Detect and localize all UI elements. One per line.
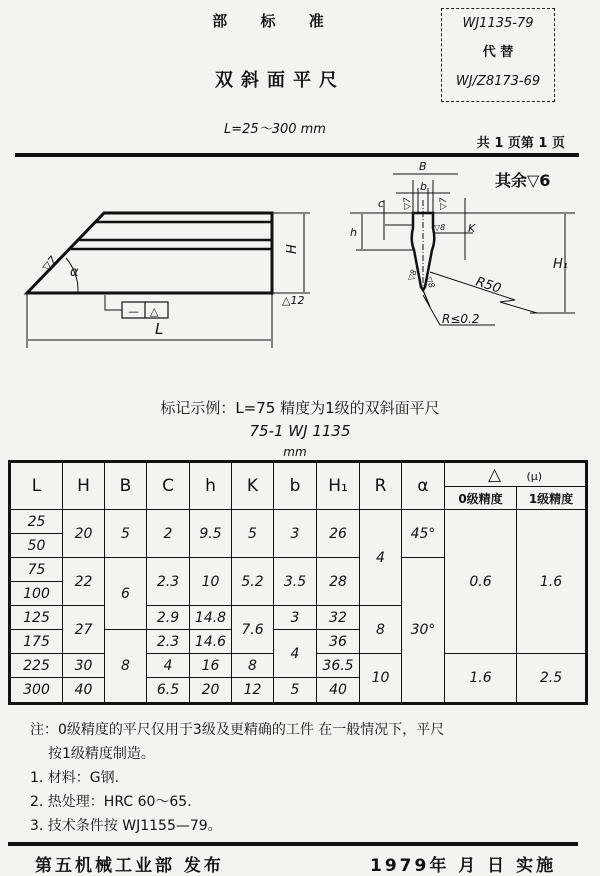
dim-B: B — [419, 160, 427, 173]
cell: 5 — [274, 678, 317, 704]
delta-icon: △ — [487, 464, 502, 485]
cell: 4 — [360, 510, 402, 606]
page-count: 共 1 页第 1 页 — [476, 136, 565, 151]
col-header-B: B — [105, 462, 147, 510]
cell: 3.5 — [274, 558, 317, 606]
cell: 3 — [274, 510, 317, 558]
cell: 14.6 — [190, 630, 232, 654]
cell: 0.6 — [445, 510, 517, 654]
cell: 100 — [10, 582, 63, 606]
col-header-C: C — [147, 462, 190, 510]
cell: 6.5 — [147, 678, 190, 704]
cell: 2.3 — [147, 558, 190, 606]
col-header-grade0: 0级精度 — [445, 487, 517, 510]
roughness-12-icon: △12 — [282, 294, 305, 307]
cell: 25 — [10, 510, 63, 534]
roughness-rest-note: 其余▽6 — [495, 171, 551, 190]
cell: 36 — [317, 630, 360, 654]
cell: 27 — [63, 606, 105, 654]
roughness-8-a-icon: ▽8 — [434, 223, 446, 232]
technical-drawing — [0, 0, 600, 400]
radius-R50: R50 — [473, 274, 503, 297]
size-range: L=25～300 mm — [224, 122, 326, 137]
cell: 10 — [190, 558, 232, 606]
roughness-7-icon: ▽7 — [39, 253, 60, 274]
cell: 22 — [63, 558, 105, 606]
roughness-8-c-icon: ▽8 — [424, 275, 437, 290]
cell: 5 — [232, 510, 274, 558]
effective-date: 1979年 月 日 实施 — [370, 856, 557, 876]
replaced-standard: WJ/Z8173-69 — [455, 74, 541, 89]
cell: 300 — [10, 678, 63, 704]
cell: 10 — [360, 654, 402, 704]
dimension-table — [8, 460, 588, 705]
cell: 26 — [317, 510, 360, 558]
delta-unit: (μ) — [526, 469, 543, 483]
standard-category: 部 标 准 — [212, 12, 338, 30]
cell: 75 — [10, 558, 63, 582]
cell: 16 — [190, 654, 232, 678]
roughness-8-b-icon: ▽8 — [406, 268, 419, 283]
cell: 3 — [274, 606, 317, 630]
note-item: 2. 热处理：HRC 60～65. — [30, 794, 192, 810]
cell: 50 — [10, 534, 63, 558]
cell: 9.5 — [190, 510, 232, 558]
col-header-alpha: α — [402, 462, 445, 510]
table-row — [10, 510, 587, 534]
cell: 1.6 — [517, 510, 587, 654]
cell: 8 — [360, 606, 402, 654]
roughness-7-left-icon: ▽7 — [403, 197, 413, 210]
cell: 175 — [10, 630, 63, 654]
cell: 36.5 — [317, 654, 360, 678]
col-header-L: L — [10, 462, 63, 510]
dim-H: H — [285, 244, 300, 254]
tolerance-symbol-icon: △ — [150, 305, 159, 318]
notes — [30, 718, 444, 838]
dim-c: c — [378, 197, 385, 210]
front-view — [27, 213, 310, 348]
cell: 2.9 — [147, 606, 190, 630]
footer-divider — [8, 842, 578, 846]
cell: 32 — [317, 606, 360, 630]
dim-K: K — [468, 222, 476, 235]
cell: 5 — [105, 510, 147, 558]
cell: 30 — [63, 654, 105, 678]
cell: 14.8 — [190, 606, 232, 630]
note-continued: 按1级精度制造。 — [48, 746, 155, 762]
replaces-label: 代 替 — [482, 45, 514, 60]
col-header-R: R — [360, 462, 402, 510]
dim-h: h — [350, 226, 357, 239]
cell: 40 — [63, 678, 105, 704]
cell: 45° — [402, 510, 445, 558]
note-item: 3. 技术条件按 WJ1155—79。 — [30, 818, 222, 834]
unit-label: mm — [283, 445, 307, 459]
cell: 30° — [402, 558, 445, 704]
cell: 28 — [317, 558, 360, 606]
dim-b: b — [420, 180, 427, 193]
dim-L: L — [155, 320, 164, 338]
cell: 7.6 — [232, 606, 274, 654]
standard-number: WJ1135-79 — [462, 16, 534, 31]
cell: 4 — [274, 630, 317, 678]
col-header-b: b — [274, 462, 317, 510]
cell: 2.3 — [147, 630, 190, 654]
marking-example: 标记示例：L=75 精度为1级的双斜面平尺 — [160, 399, 440, 417]
flatness-symbol-icon: — — [128, 305, 139, 318]
cell: 125 — [10, 606, 63, 630]
cell: 2.5 — [517, 654, 587, 704]
col-header-H1: H₁ — [317, 462, 360, 510]
cell: 20 — [190, 678, 232, 704]
note-item: 1. 材料：G钢. — [30, 770, 120, 786]
col-header-delta — [445, 462, 587, 487]
tip-radius: R≤0.2 — [442, 312, 480, 326]
col-header-grade1: 1级精度 — [517, 487, 587, 510]
roughness-7-right-icon: ▽7 — [439, 197, 449, 210]
cell: 40 — [317, 678, 360, 704]
cell: 20 — [63, 510, 105, 558]
issuer: 第五机械工业部 发布 — [35, 856, 224, 876]
cell: 225 — [10, 654, 63, 678]
cell: 4 — [147, 654, 190, 678]
cell: 2 — [147, 510, 190, 558]
note-main: 注：0级精度的平尺仅用于3级及更精确的工件 在一般情况下，平尺 — [30, 722, 445, 738]
cell: 6 — [105, 558, 147, 630]
cell: 8 — [105, 630, 147, 704]
marking-code: 75-1 WJ 1135 — [249, 422, 351, 440]
cell: 1.6 — [445, 654, 517, 704]
cell: 12 — [232, 678, 274, 704]
dim-H1: H₁ — [553, 257, 568, 272]
col-header-H: H — [63, 462, 105, 510]
col-header-h: h — [190, 462, 232, 510]
document-title: 双斜面平尺 — [215, 70, 345, 91]
col-header-K: K — [232, 462, 274, 510]
angle-alpha: α — [70, 265, 79, 280]
cell: 8 — [232, 654, 274, 678]
cell: 5.2 — [232, 558, 274, 606]
